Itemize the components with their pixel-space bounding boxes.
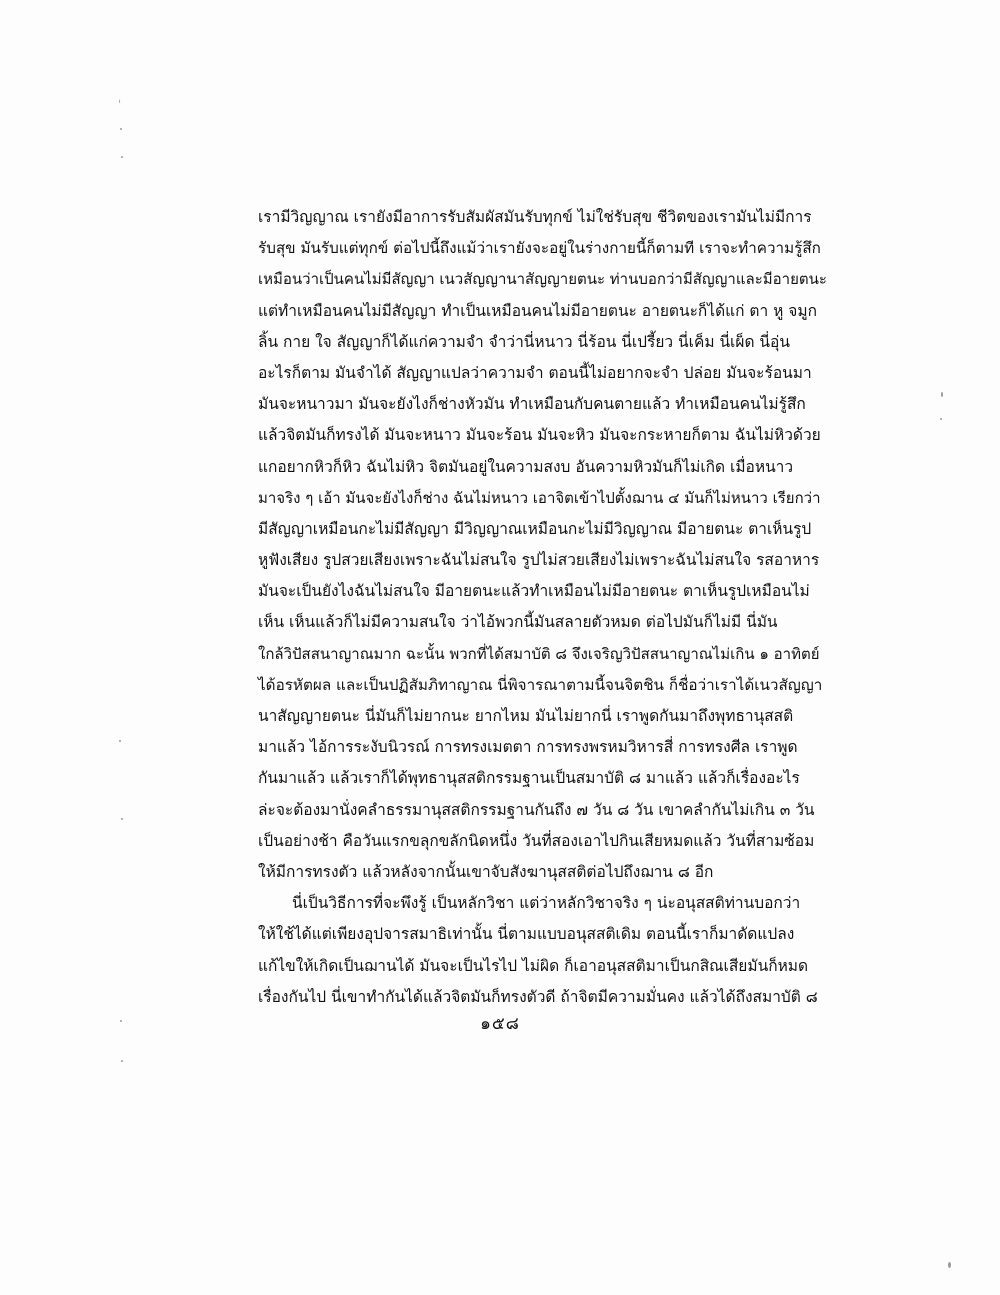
text-line: กันมาแล้ว แล้วเราก็ได้พุทธานุสสติกรรมฐานเป็นสมาบัติ ๘ มาแล้ว แล้วก็เรื่องอะไร	[258, 769, 800, 788]
text-line: นาสัญญายตนะ นี่มันก็ไม่ยากนะ ยากไหม มันไม่ยากนี่ เราพูดกันมาถึงพุทธานุสสติ	[258, 707, 794, 725]
text-line: เรามีวิญญาณ เรายังมีอาการรับสัมผัสมันรับทุกข์ ไม่ใช่รับสุข ชีวิตของเรามันไม่มีการ	[258, 208, 812, 226]
text-line: มาแล้ว ไอ้การระงับนิวรณ์ การทรงเมตตา การทรงพรหมวิหารสี่ การทรงศีล เราพูด	[258, 738, 798, 757]
text-line: มันจะหนาวมา มันจะยังไงก็ช่างหัวมัน ทำเหมือนกับคนตายแล้ว ทำเหมือนคนไม่รู้สึก	[258, 395, 806, 414]
margin-speck	[119, 740, 121, 742]
text-line: ล่ะจะต้องมานั่งคลำธรรมานุสสติกรรมฐานกันถึง ๗ วัน ๘ วัน เขาคลำกันไม่เกิน ๓ วัน	[258, 800, 815, 819]
margin-speck	[941, 392, 943, 397]
text-line: ให้มีการทรงตัว แล้วหลังจากนั้นเขาจับสังฆานุสสติต่อไปถึงฌาน ๘ อีก	[258, 862, 714, 881]
margin-speck	[940, 418, 942, 420]
text-line: รับสุข มันรับแต่ทุกข์ ต่อไปนี้ถึงแม้ว่าเรายังจะอยู่ในร่างกายนี้ก็ตามที เราจะทำความรู้สึก	[258, 239, 821, 258]
text-line: แก้ไขให้เกิดเป็นฌานได้ มันจะเป็นไรไป ไม่ผิด ก็เอาอนุสสติมาเป็นกสิณเสียมันก็หมด	[258, 956, 809, 975]
text-line: มันจะเป็นยังไงฉันไม่สนใจ มีอายตนะแล้วทำเหมือนไม่มีอายตนะ ตาเห็นรูปเหมือนไม่	[258, 582, 810, 601]
paragraph-first-line: นี่เป็นวิธีการที่จะพึงรู้ เป็นหลักวิชา แต่ว่าหลักวิชาจริง ๆ น่ะอนุสสติท่านบอกว่า	[292, 894, 801, 913]
text-line: มาจริง ๆ เอ้า มันจะยังไงก็ช่าง ฉันไม่หนาว เอาจิตเข้าไปตั้งฌาน ๔ มันก็ไม่หนาว เรียกว่า	[258, 488, 821, 507]
text-line: แกอยากหิวก็หิว ฉันไม่หิว จิตมันอยู่ในความสงบ อันความหิวมันก็ไม่เกิด เมื่อหนาว	[258, 457, 794, 476]
text-line: ได้อรหัตผล และเป็นปฏิสัมภิทาญาณ นี่พิจารณาตามนี้จนจิตชิน ก็ชื่อว่าเราได้เนวสัญญา	[258, 675, 823, 694]
text-line: เป็นอย่างช้า คือวันแรกขลุกขลักนิดหนึ่ง วันที่สองเอาไปกินเสียหมดแล้ว วันที่สามซ้อม	[258, 831, 815, 850]
margin-speck	[948, 1262, 951, 1268]
text-line: แล้วจิตมันก็ทรงได้ มันจะหนาว มันจะร้อน มันจะหิว มันจะกระหายก็ตาม ฉันไม่หิวด้วย	[258, 426, 821, 445]
margin-speck	[121, 818, 123, 820]
text-line: เรื่องกันไป นี่เขาทำกันได้แล้วจิตมันก็ทรงตัวดี ถ้าจิตมีความมั่นคง แล้วได้ถึงสมาบัติ ๘	[258, 987, 818, 1006]
body-text	[258, 202, 826, 1013]
text-line: เห็น เห็นแล้วก็ไม่มีความสนใจ ว่าไอ้พวกนี้มันสลายตัวหมด ต่อไปมันก็ไม่มี นี่มัน	[258, 613, 778, 632]
text-line: หูฟังเสียง รูปสวยเสียงเพราะฉันไม่สนใจ รูปไม่สวยเสียงไม่เพราะฉันไม่สนใจ รสอาหาร	[258, 551, 820, 570]
text-line: มีสัญญาเหมือนกะไม่มีสัญญา มีวิญญาณเหมือนกะไม่มีวิญญาณ มีอายตนะ ตาเห็นรูป	[258, 519, 812, 538]
margin-speck	[120, 128, 122, 130]
page-number: ๑๕๘	[480, 1014, 520, 1034]
margin-speck	[121, 156, 123, 158]
text-line: ใกล้วิปัสสนาญาณมาก ฉะนั้น พวกที่ได้สมาบัติ ๘ จึงเจริญวิปัสสนาญาณไม่เกิน ๑ อาทิตย์	[258, 644, 820, 663]
margin-speck	[121, 1060, 123, 1062]
text-line: ให้ใช้ได้แต่เพียงอุปจารสมาธิเท่านั้น นี่ตามแบบอนุสสติเดิม ตอนนี้เราก็มาดัดแปลง	[258, 925, 795, 944]
text-line: แต่ทำเหมือนคนไม่มีสัญญา ทำเป็นเหมือนคนไม่มีอายตนะ อายตนะก็ได้แก่ ตา หู จมูก	[258, 301, 817, 320]
text-line: อะไรก็ตาม มันจำได้ สัญญาแปลว่าความจำ ตอนนี้ไม่อยากจะจำ ปล่อย มันจะร้อนมา	[258, 363, 812, 382]
text-line: เหมือนว่าเป็นคนไม่มีสัญญา เนวสัญญานาสัญญายตนะ ท่านบอกว่ามีสัญญาและมีอายตนะ	[258, 270, 827, 289]
margin-speck: ˈ	[118, 98, 122, 112]
text-line: ลิ้น กาย ใจ สัญญาก็ได้แก่ความจำ จำว่านี่หนาว นี่ร้อน นี่เปรี้ยว นี่เค็ม นี่เผ็ด นี่อุ่น	[258, 332, 790, 351]
